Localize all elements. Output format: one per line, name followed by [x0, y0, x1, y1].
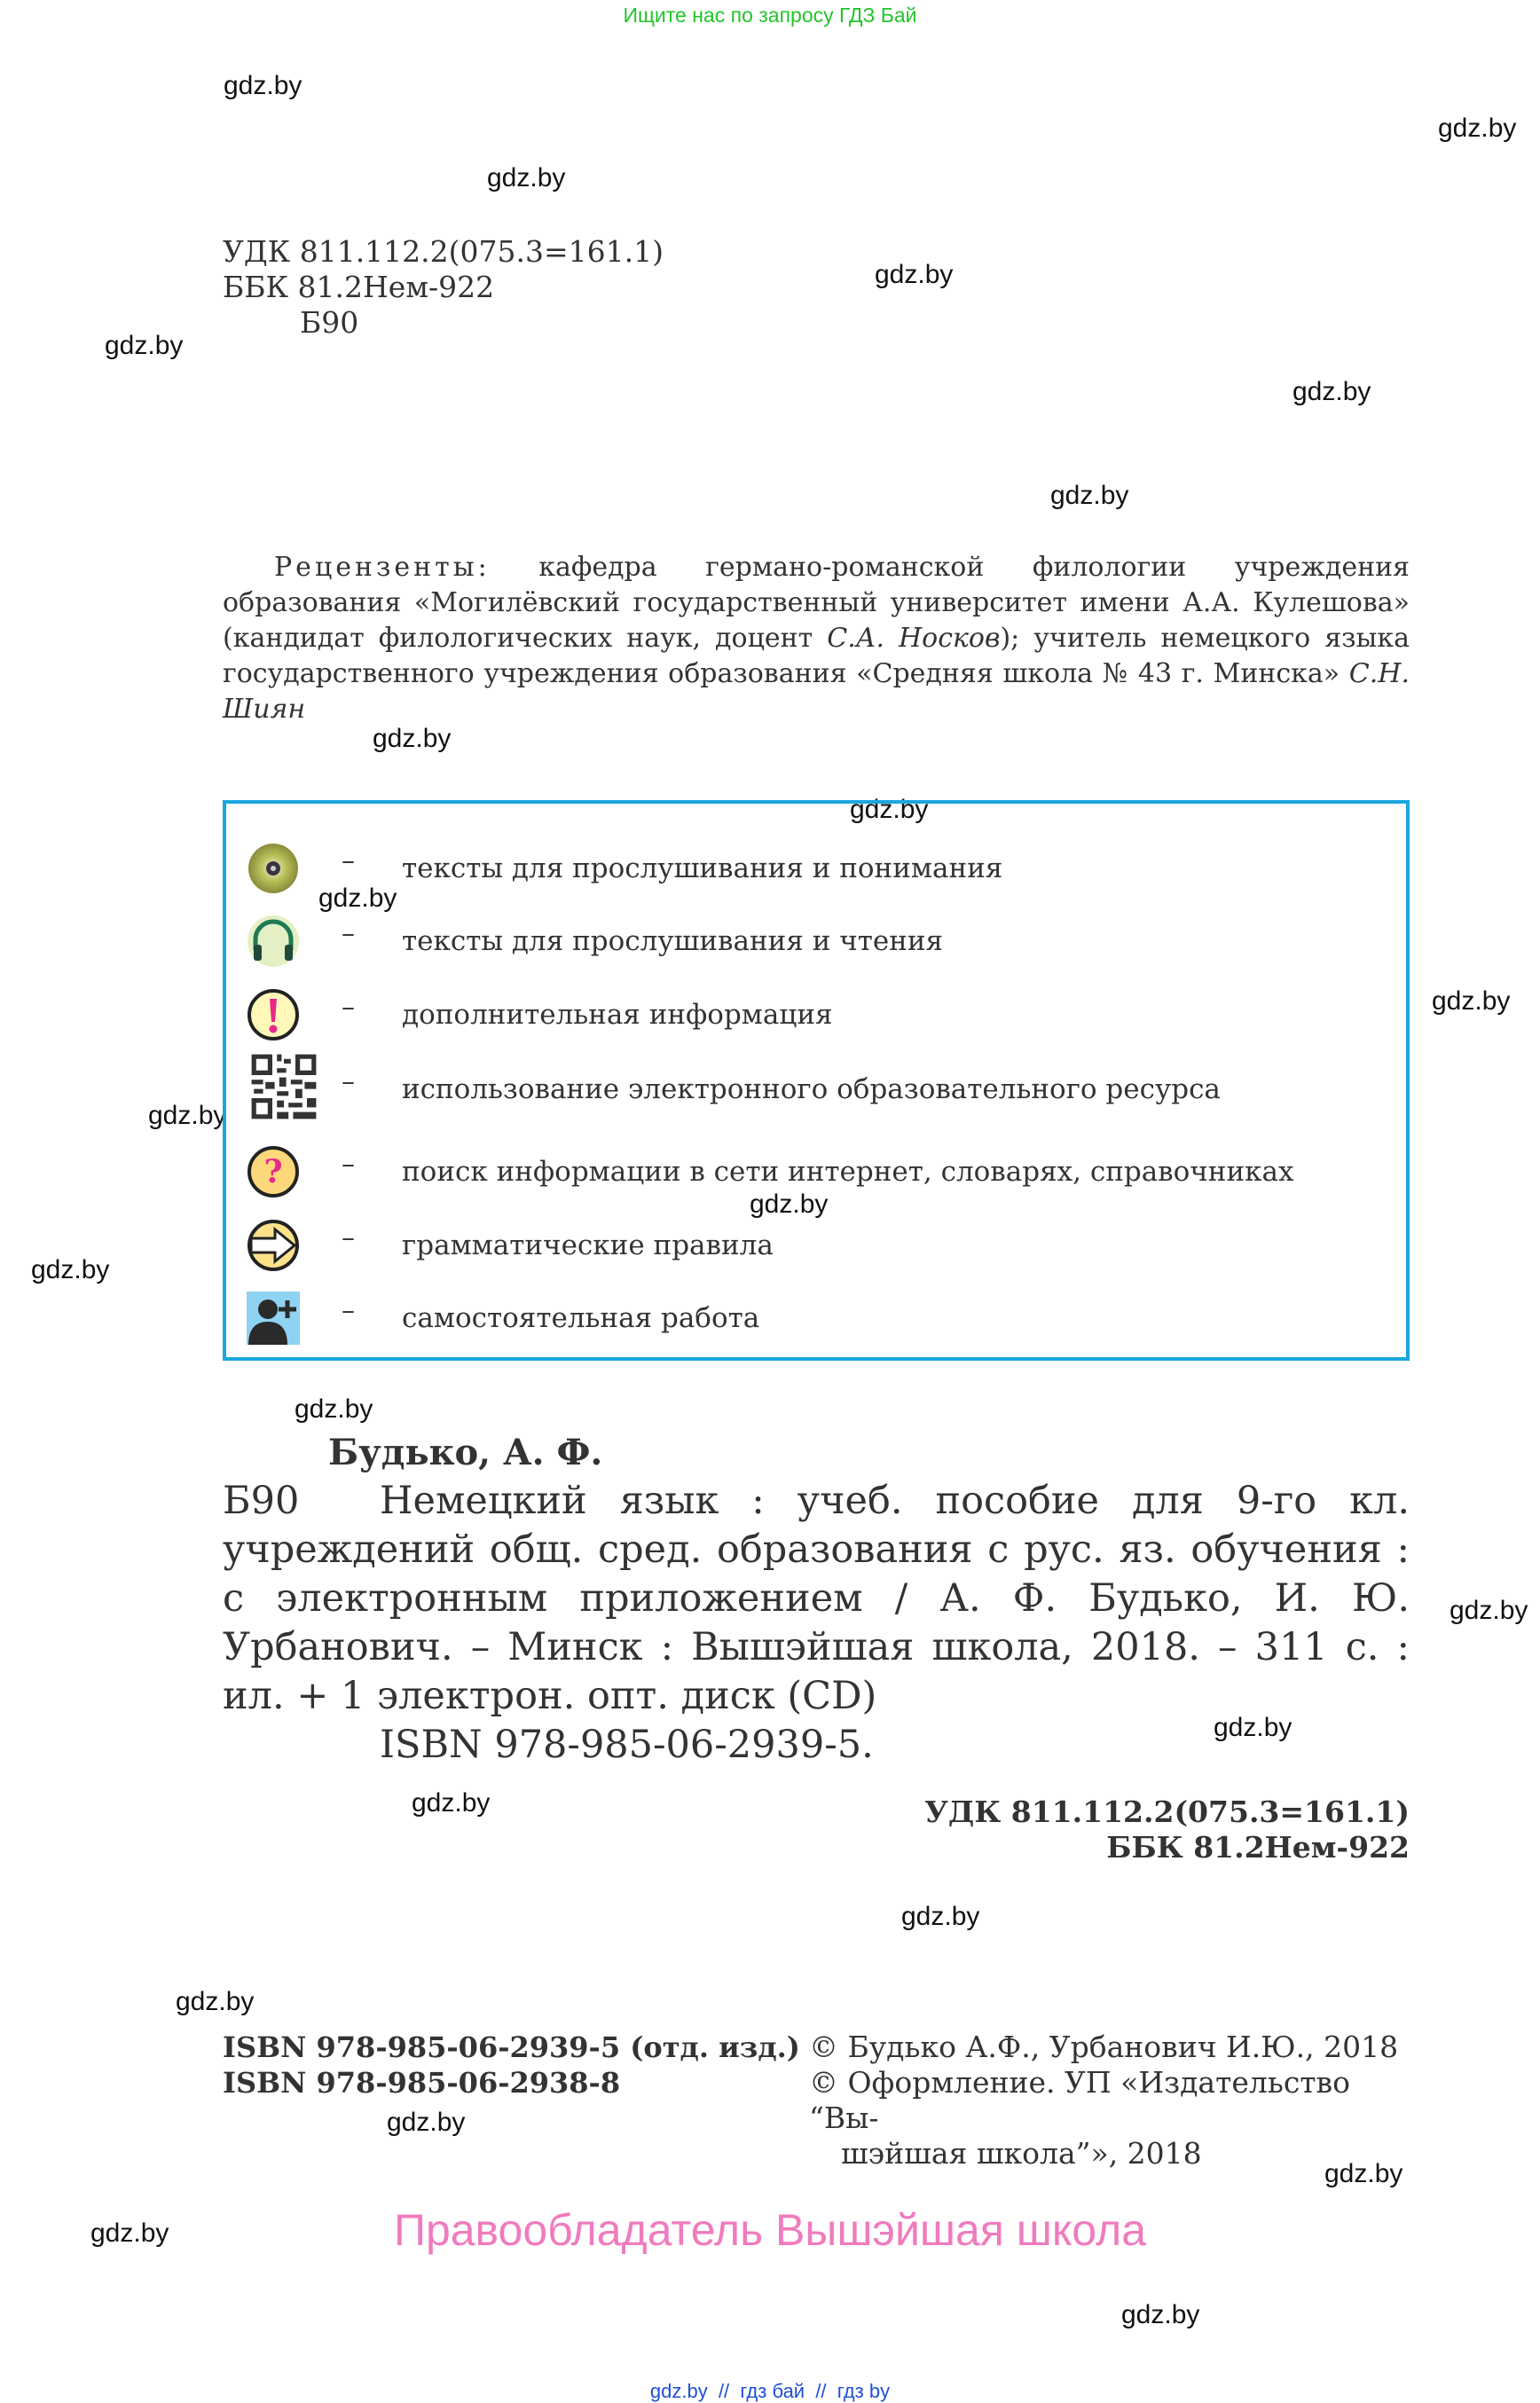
udk-code: УДК 811.112.2(075.3=161.1) — [223, 234, 664, 269]
bbk-code: ББК 81.2Нем-922 — [223, 270, 495, 304]
copyright-block — [809, 2030, 1410, 2171]
legend-item — [226, 842, 1406, 895]
legend-label: тексты для прослушивания и чтения — [402, 925, 944, 957]
isbn-line: ISBN 978-985-06-2939-5 (отд. изд.) — [223, 2030, 800, 2064]
legend-dash: – — [342, 845, 355, 876]
udk-code: УДК 811.112.2(075.3=161.1) — [924, 1794, 1410, 1829]
legend-item — [226, 1292, 1406, 1345]
gdz-watermark: gdz.by — [850, 795, 929, 824]
isbn-line: ISBN 978-985-06-2938-8 — [223, 2066, 621, 2100]
reviewers-label: Рецензенты: — [274, 552, 491, 583]
gdz-watermark: gdz.by — [1438, 114, 1517, 143]
gdz-watermark: gdz.by — [487, 163, 566, 192]
reviewers-paragraph — [223, 550, 1410, 727]
author-mark: Б90 — [300, 305, 359, 340]
footer-links[interactable]: gdz.by // гдз бай // гдз by — [649, 2380, 891, 2402]
gdz-watermark: gdz.by — [1050, 481, 1129, 510]
legend-item — [226, 1145, 1406, 1198]
legend-label: поиск информации в сети интернет, словарях, справочниках — [402, 1156, 1294, 1188]
legend-dash: – — [342, 918, 355, 949]
gdz-watermark: gdz.by — [387, 2108, 466, 2137]
cd-icon — [247, 842, 300, 895]
gdz-watermark: gdz.by — [176, 1987, 255, 2016]
legend-label: использование электронного образовательного ресурса — [402, 1073, 1221, 1105]
gdz-watermark: gdz.by — [31, 1255, 110, 1284]
gdz-watermark: gdz.by — [1292, 377, 1371, 406]
description — [223, 1477, 1410, 1721]
copyright-line: © Будько А.Ф., Урбанович И.Ю., 2018 — [809, 2030, 1399, 2064]
svg-text:?: ? — [263, 1153, 283, 1190]
gdz-watermark: gdz.by — [901, 1902, 980, 1931]
author-mark: Б90 — [223, 1479, 300, 1523]
bibliographic-record — [223, 1428, 1410, 1770]
legend-label: грамматические правила — [402, 1229, 774, 1261]
gdz-watermark: gdz.by — [373, 724, 452, 753]
add-user-icon — [247, 1292, 300, 1345]
exclamation-icon — [247, 988, 300, 1041]
copyright-line: © Оформление. УП «Издательство “Вы- — [809, 2065, 1351, 2135]
gdz-watermark: gdz.by — [105, 331, 184, 360]
legend-dash: – — [342, 1066, 355, 1097]
description-text: Немецкий язык : учеб. пособие для 9-го кл. учреждений общ. сред. образования с рус. яз. обучения : с электронным приложением / А. Ф. Будько, И. Ю. Урбанович. – Минск : Вышэйшая школа, 2018. – 311 с. : ил. + 1 электрон. опт. диск (CD) — [223, 1479, 1410, 1718]
gdz-watermark: gdz.by — [412, 1788, 491, 1818]
question-icon — [247, 1145, 300, 1198]
copyright-line: шэйшая школа”», 2018 — [841, 2136, 1202, 2171]
gdz-watermark: gdz.by — [148, 1101, 227, 1130]
gdz-watermark: gdz.by — [875, 260, 954, 289]
gdz-watermark: gdz.by — [1324, 2159, 1403, 2188]
legend-dash: – — [342, 1222, 355, 1253]
rights-holder-watermark: Правообладатель Вышэйшая школа — [394, 2205, 1146, 2255]
headphones-icon — [247, 915, 300, 968]
arrow-right-icon — [247, 1219, 300, 1272]
reviewer-name: С.А. Носков — [827, 623, 1001, 654]
gdz-watermark: gdz.by — [1121, 2300, 1200, 2329]
legend-label: дополнительная информация — [402, 999, 833, 1031]
udk-top-block — [223, 234, 664, 341]
icon-legend-box — [223, 800, 1410, 1361]
qr-code-icon — [249, 1052, 318, 1121]
legend-label: тексты для прослушивания и понимания — [402, 852, 1003, 884]
gdz-watermark: gdz.by — [318, 883, 397, 913]
legend-dash: – — [342, 992, 355, 1023]
legend-label: самостоятельная работа — [402, 1302, 760, 1334]
legend-dash: – — [342, 1295, 355, 1326]
gdz-watermark: gdz.by — [295, 1394, 373, 1424]
isbn-block — [223, 2030, 800, 2101]
legend-item — [226, 915, 1406, 968]
gdz-watermark: gdz.by — [224, 71, 302, 100]
gdz-watermark: gdz.by — [1432, 986, 1511, 1016]
legend-item — [226, 1219, 1406, 1272]
gdz-watermark: gdz.by — [750, 1190, 829, 1219]
legend-item — [226, 988, 1406, 1041]
isbn: ISBN 978-985-06-2939-5. — [380, 1723, 874, 1767]
reviewers-text: ); учитель немецкого языка государственного учреждения образования «Средняя школа № 43 г. Минска» — [223, 623, 1410, 689]
reviewers-text: кафедра германо-романской филологии учреждения образования «Могилёвский государственный университет имени А.А. Кулешова» (кандидат филологических наук, доцент — [223, 552, 1410, 654]
reviewer-name: С.Н. Шиян — [223, 658, 1410, 725]
gdz-watermark: gdz.by — [90, 2218, 169, 2248]
gdz-watermark: gdz.by — [1214, 1713, 1292, 1742]
legend-dash: – — [342, 1149, 355, 1180]
gdz-watermark: gdz.by — [1450, 1596, 1528, 1625]
author: Будько, А. Ф. — [328, 1432, 603, 1473]
search-hint: Ищите нас по запросу ГДЗ Бай — [623, 4, 917, 27]
legend-item — [226, 1063, 1406, 1116]
udk-bottom-block — [924, 1794, 1410, 1865]
bbk-code: ББК 81.2Нем-922 — [1106, 1830, 1410, 1865]
